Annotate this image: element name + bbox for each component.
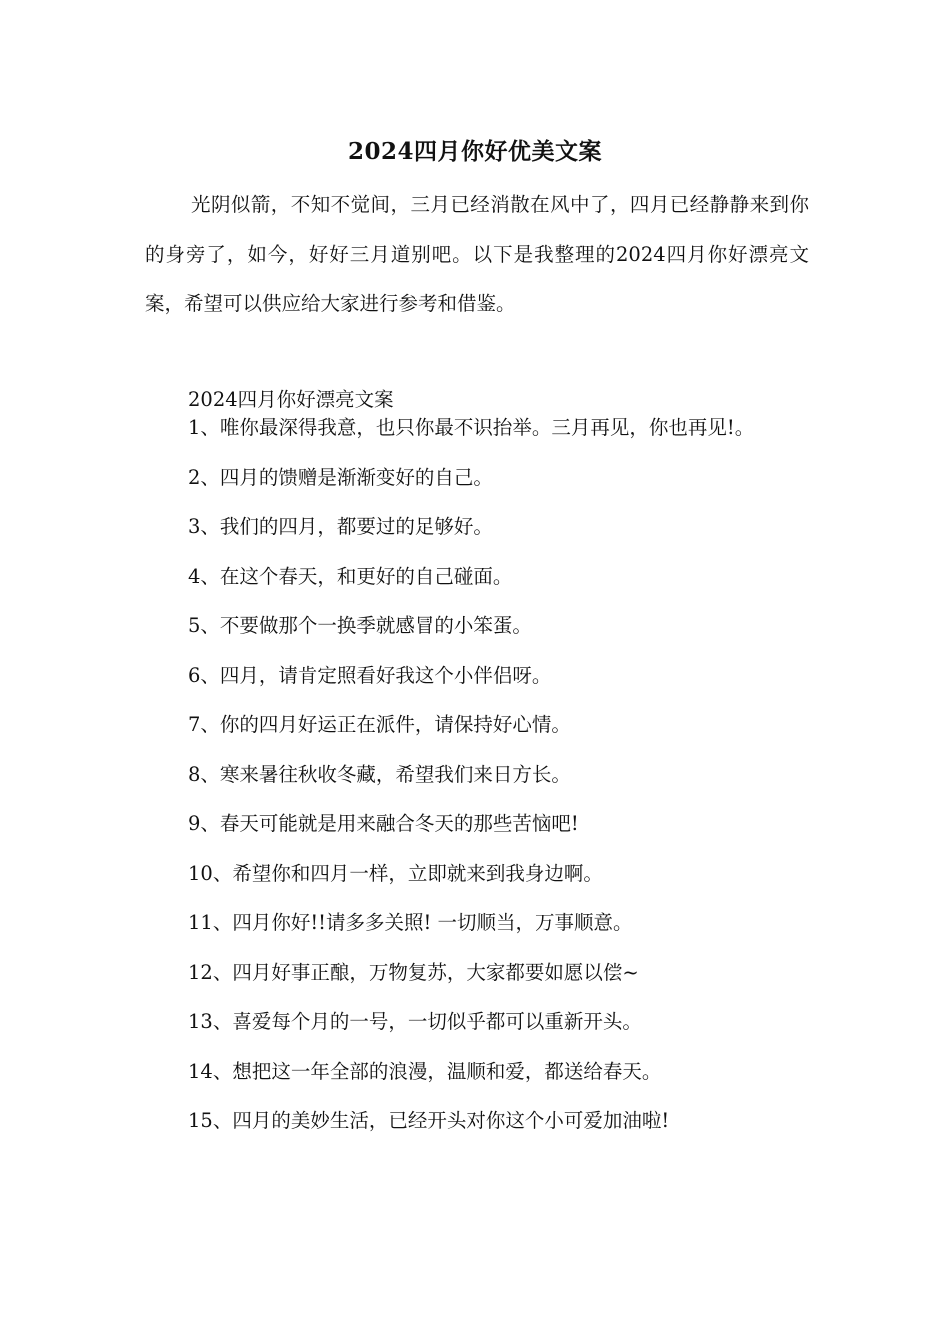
list-item: 9、春天可能就是用来融合冬天的那些苦恼吧!	[188, 812, 579, 835]
section-heading: 2024四月你好漂亮文案	[188, 388, 394, 411]
document-title: 2024四月你好优美文案	[347, 138, 602, 165]
quote-list	[145, 403, 809, 1146]
list-item: 14、想把这一年全部的浪漫，温顺和爱，都送给春天。	[188, 1059, 662, 1083]
list-item: 4、在这个春天，和更好的自己碰面。	[188, 564, 513, 588]
list-item: 3、我们的四月，都要过的足够好。	[188, 515, 493, 538]
intro-paragraph: 光阴似箭，不知不觉间，三月已经消散在风中了，四月已经静静来到你的身旁了，如今，好好三月道别吧。以下是我整理的2024四月你好漂亮文案，希望可以供应给大家进行参考和借鉴。	[145, 193, 809, 315]
list-item: 2、四月的馈赠是渐渐变好的自己。	[188, 465, 493, 489]
list-item: 12、四月好事正酿，万物复苏，大家都要如愿以偿~	[188, 960, 639, 984]
list-item: 10、希望你和四月一样，立即就来到我身边啊。	[188, 861, 603, 885]
list-item: 1、唯你最深得我意，也只你最不识抬举。三月再见，你也再见!。	[188, 416, 755, 439]
list-item: 8、寒来暑往秋收冬藏，希望我们来日方长。	[188, 762, 571, 786]
list-item: 6、四月，请肯定照看好我这个小伴侣呀。	[188, 663, 552, 687]
list-item: 11、四月你好!!请多多关照! 一切顺当，万事顺意。	[188, 911, 633, 934]
list-item: 7、你的四月好运正在派件，请保持好心情。	[188, 713, 571, 736]
list-item: 15、四月的美妙生活，已经开头对你这个小可爱加油啦!	[188, 1109, 670, 1132]
list-item: 5、不要做那个一换季就感冒的小笨蛋。	[188, 614, 532, 637]
list-item: 13、喜爱每个月的一号，一切似乎都可以重新开头。	[188, 1010, 642, 1033]
